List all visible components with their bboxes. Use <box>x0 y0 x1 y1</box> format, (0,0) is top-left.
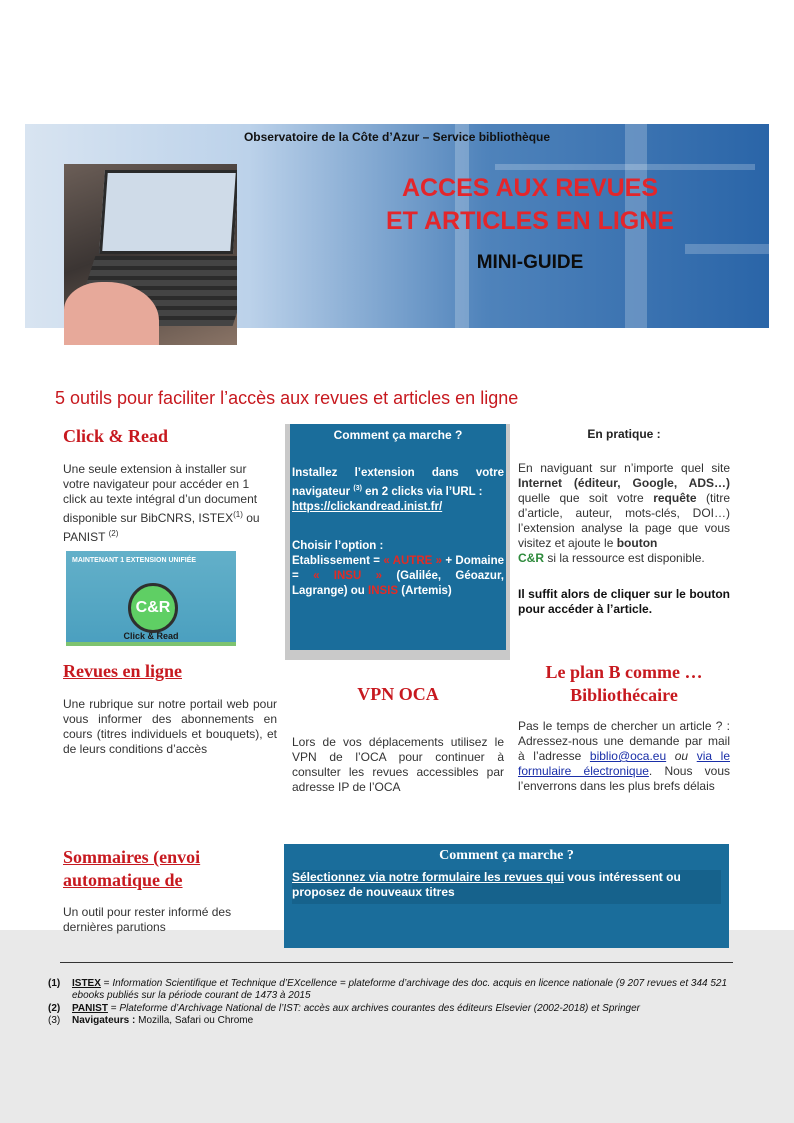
footnote-sep: = <box>100 978 113 989</box>
click-read-text <box>63 462 275 545</box>
journals-text: Une rubrique sur notre portail web pour vous informer des abonnements en cours (titres individuels et bouquets), et de leurs conditions d’accès <box>63 697 277 756</box>
form-link[interactable]: via le formulaire électronique <box>518 749 731 778</box>
click-read-desc: Une seule extension à installer sur votre navigateur pour accéder en 1 click au texte intégral d’un document disponible sur BibCNRS, ISTEX <box>63 462 258 525</box>
how-it-works-box <box>290 424 506 650</box>
footnote-sep: = <box>107 1003 120 1014</box>
logo-bottom-bar <box>66 642 236 646</box>
page-title-line1: ACCES AUX REVUES <box>401 174 659 202</box>
journals-title-link[interactable]: Revues en ligne <box>63 661 182 681</box>
option-insis: INSIS <box>368 584 399 597</box>
how-it-works2-text <box>292 870 721 904</box>
footnote-desc: Plateforme d’Archivage National de l’IST: accès aux archives courantes des éditeurs Elsevier (2002-2018) et Springer <box>119 1003 640 1014</box>
how-it-works-title: Comment ça marche ? <box>333 428 463 442</box>
footnote-ref: (3) <box>353 485 362 492</box>
logo-caption: Click & Read <box>123 631 179 641</box>
footnote-3 <box>48 1015 738 1027</box>
cr-button-label: C&R <box>518 551 544 565</box>
option-autre: « AUTRE » <box>383 554 443 567</box>
footnote-term: ISTEX <box>72 978 101 989</box>
institution-name: Observatoire de la Côte d’Azur – Service bibliothèque <box>243 130 551 144</box>
footnote-desc: Mozilla, Safari ou Chrome <box>138 1015 254 1026</box>
option-text-b: + Domaine = <box>292 554 504 582</box>
laptop-screen <box>99 170 237 254</box>
section-title: 5 outils pour faciliter l’accès aux revues et articles en ligne <box>55 388 519 408</box>
practice-conclusion: Il suffit alors de cliquer sur le bouton pour accéder à l’article. <box>518 587 730 616</box>
footnote-number: (3) <box>48 1015 61 1026</box>
click-read-desc-or: ou PANIST <box>63 511 260 544</box>
how-it-works2-rest: vous intéressent ou proposez de nouveaux titres <box>292 870 681 899</box>
plan-b-title-line1: Le plan B comme … <box>545 662 703 682</box>
option-text-a: Etablissement = <box>292 554 384 567</box>
install-text <box>292 466 504 515</box>
footnote-desc: Information Scientifique et Technique d’EXcellence = plateforme d’archivage des doc. acquis en licence nationale (9 207 revues et 344 521 ebooks publiés sur la période courant de 1473 à 2015 <box>72 978 728 1001</box>
email-link[interactable]: biblio@oca.eu <box>589 749 667 763</box>
option-text <box>292 539 504 599</box>
laptop-photo <box>64 164 237 345</box>
how-it-works2-title: Comment ça marche ? <box>439 848 574 863</box>
vpn-text: Lors de vos déplacements utilisez le VPN de l’OCA pour continuer à consulter les revues accessibles par adresse IP de l’OCA <box>292 735 504 794</box>
page-title-line2: ET ARTICLES EN LIGNE <box>386 207 674 235</box>
practice-t1: En naviguant sur n’importe quel site <box>518 461 730 475</box>
summaries-title-link[interactable]: Sommaires (envoi automatique de <box>63 847 201 890</box>
subscription-form-link[interactable]: Sélectionnez via notre formulaire les revues qui <box>292 870 565 884</box>
how-it-works2-box <box>284 844 729 948</box>
plan-b-t3: . Nous vous l’enverrons dans les plus brefs délais <box>518 764 730 793</box>
option-label: Choisir l’option : <box>292 539 384 552</box>
footnote-2 <box>48 1003 738 1015</box>
footnote-1 <box>48 978 738 1002</box>
banner-circuit-stripe <box>685 244 769 254</box>
vpn-title: VPN OCA <box>357 684 439 704</box>
plan-b-title <box>518 661 730 707</box>
option-insu: « INSU » <box>313 569 382 582</box>
practice-b2: requête <box>653 491 697 505</box>
click-read-logo <box>66 551 236 646</box>
option-text-c: (Galilée, Géoazur, Lagrange) ou <box>292 569 504 597</box>
practice-text <box>518 461 730 566</box>
footnote-number: (2) <box>48 1003 61 1014</box>
install-text-b: en 2 clicks via l’URL : <box>361 485 483 498</box>
plan-b-t1: Pas le temps de chercher un article ? : Adressez-nous une demande par mail à l’adresse <box>518 719 730 763</box>
footnote-number: (1) <box>48 978 61 989</box>
footnote-term: Navigateurs : <box>72 1015 136 1026</box>
practice-b1: Internet (éditeur, Google, ADS…) <box>518 476 730 490</box>
footnote-ref: (1) <box>233 510 243 519</box>
plan-b-text <box>518 719 730 794</box>
practice-b3: bouton <box>616 536 658 550</box>
cr-logo-icon: C&R <box>128 583 178 633</box>
practice-title: En pratique : <box>587 427 661 441</box>
plan-b-t2: ou <box>666 749 697 763</box>
install-url-link[interactable]: https://clickandread.inist.fr/ <box>292 500 443 513</box>
footnote-term: PANIST <box>72 1003 108 1014</box>
practice-t4: si la ressource est disponible. <box>544 551 705 565</box>
click-read-title: Click & Read <box>63 426 168 446</box>
install-text-a: Installez l’extension dans votre navigateur <box>292 467 504 498</box>
logo-banner-text: MAINTENANT 1 EXTENSION UNIFIÉE <box>72 557 197 564</box>
summaries-text: Un outil pour rester informé des dernières parutions <box>63 905 232 934</box>
footnote-ref: (2) <box>108 529 119 538</box>
option-text-d: (Artemis) <box>398 584 452 597</box>
practice-t3: (titre d’article, auteur, mots-clés, DOI…) l’extension analyse la page que vous visitez et ajoute le <box>518 491 730 550</box>
page-subtitle: MINI-GUIDE <box>476 252 584 273</box>
practice-t2: quelle que soit votre <box>518 491 654 505</box>
footnote-divider <box>60 962 733 963</box>
plan-b-title-line2: Bibliothécaire <box>570 685 678 705</box>
